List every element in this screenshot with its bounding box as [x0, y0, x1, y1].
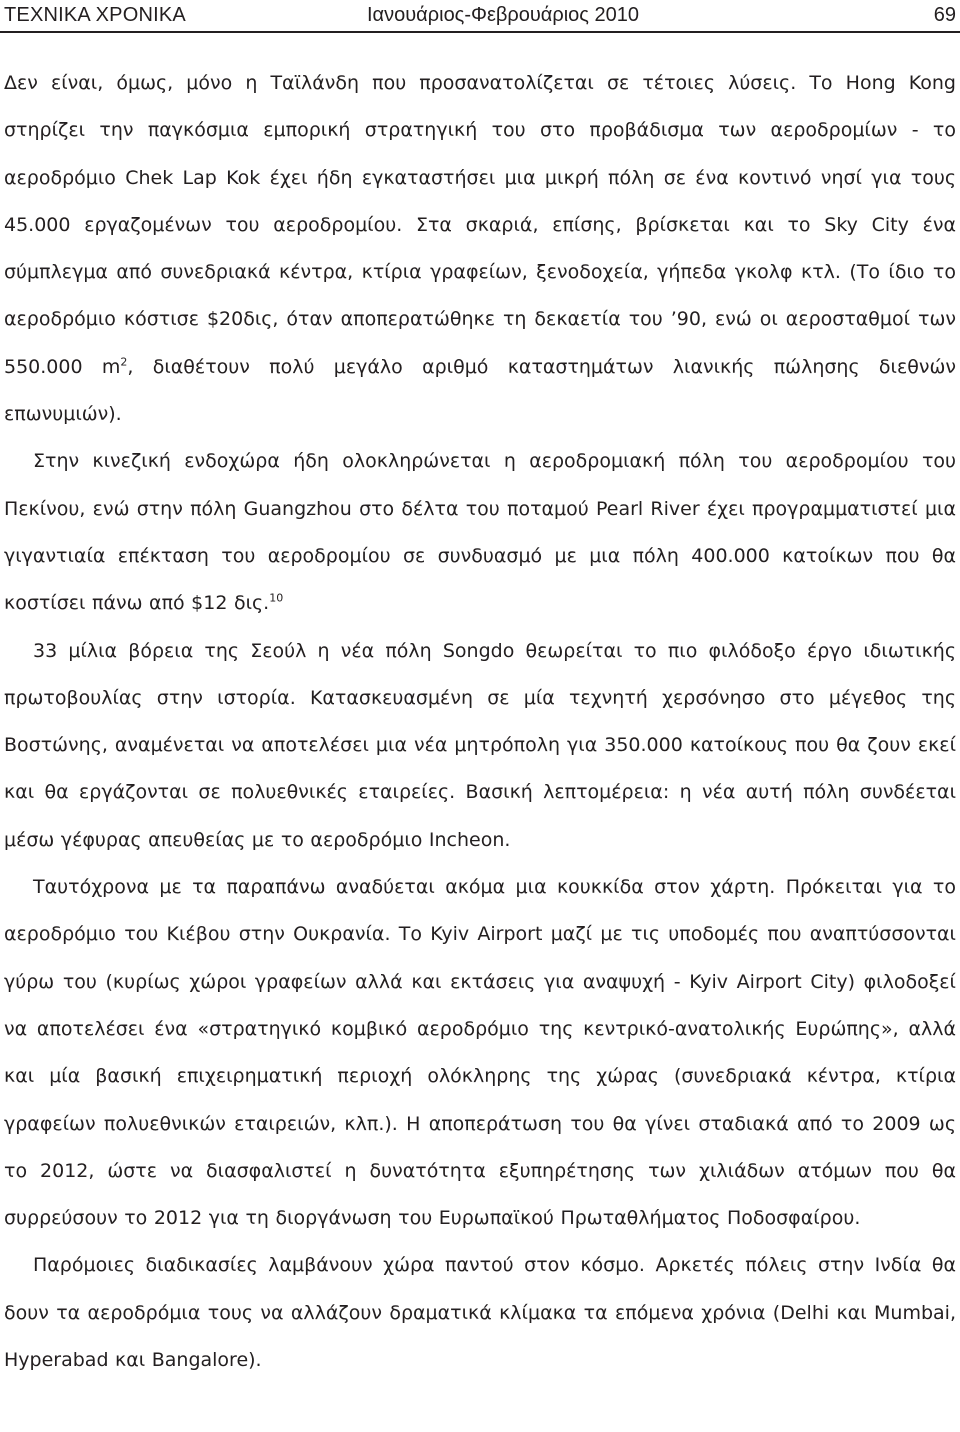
paragraph-kyiv [4, 864, 956, 1242]
paragraph-hong-kong [4, 60, 956, 438]
issue-date: Ιανουάριος-Φεβρουάριος 2010 [367, 3, 639, 26]
superscript-squared: 2 [120, 355, 128, 369]
paragraph-text: 33 μίλια βόρεια της Σεούλ η νέα πόλη Songdo θεωρείται το πιο φιλόδοξο έργο ιδιωτικής πρωτοβουλίας στην ιστορία. Κατασκευασμένη σε μία τεχνητή χερσόνησο στο μέγεθος της Βοστώνης, αναμένεται να αποτελέσει μια νέα μητρόπολη για 350.000 κατοίκους που θα ζουν εκεί και θα εργάζονται σε πολυεθνικές εταιρείες. Βασική λεπτομέρεια: η νέα αυτή πόλη συνδέεται μέσω γέφυρας απευθείας με το αεροδρόμιο Incheon. [4, 639, 956, 851]
running-header [4, 0, 956, 30]
header-rule [0, 31, 960, 33]
paragraph-text: Παρόμοιες διαδικασίες λαμβάνουν χώρα παντού στον κόσμο. Αρκετές πόλεις στην Ινδία θα δουν τα αεροδρόμια τους να αλλάζουν δραματικά κλίμακα τα επόμενα χρόνια (Delhi και Mumbai, Hyperabad και Bangalore). [4, 1254, 956, 1372]
paragraph-text: Δεν είναι, όμως, μόνο η Ταϊλάνδη που προσανατολίζεται σε τέτοιες λύσεις. Το Hong Kong στηρίζει την παγκόσμια εμπορική στρατηγική του στο προβάδισμα των αεροδρομίων - το αεροδρόμιο Chek Lap Kok έχει ήδη εγκαταστήσει μια μικρή πόλη σε ένα κοντινό νησί για τους 45.000 εργαζομένων του αεροδρομίου. Στα σκαριά, επίσης, βρίσκεται και το Sky City ένα σύμπλεγμα από συνεδριακά κέντρα, κτίρια γραφείων, ξενοδοχεία, γήπεδα γκολφ κτλ. (Το ίδιο το αεροδρόμιο κόστισε $20δις, όταν αποπερατώθηκε τη δεκαετία του ’90, ενώ οι αεροσταθμοί των 550.000 m [4, 72, 956, 378]
footnote-reference: 10 [269, 591, 284, 605]
article-body [4, 60, 956, 1384]
paragraph-india [4, 1242, 956, 1384]
journal-title: ΤΕΧΝΙΚΑ ΧΡΟΝΙΚΑ [4, 3, 186, 26]
page-number: 69 [933, 3, 956, 26]
paragraph-text: Ταυτόχρονα με τα παραπάνω αναδύεται ακόμα μια κουκκίδα στον χάρτη. Πρόκειται για το αεροδρόμιο του Κιέβου στην Ουκρανία. Το Kyiv Airport μαζί με τις υποδομές που αναπτύσσονται γύρω του (κυρίως χώροι γραφείων αλλά και εκτάσεις για αναψυχή - Kyiv Airport City) φιλοδοξεί να αποτελέσει ένα «στρατηγικό κομβικό αεροδρόμιο της κεντρικό-ανατολικής Ευρώπης», αλλά και μία βασική επιχειρηματική περιοχή ολόκληρης της χώρας (συνεδριακά κέντρα, κτίρια γραφείων πολυεθνικών εταιρειών, κλπ.). Η αποπεράτωση του θα γίνει σταδιακά από το 2009 ως το 2012, ώστε να διασφαλιστεί η δυνατότητα εξυπηρέτησης των χιλιάδων ατόμων που θα συρρεύσουν το 2012 για τη διοργάνωση του Ευρωπαϊκού Πρωταθλήματος Ποδοσφαίρου. [4, 876, 956, 1230]
paragraph-china [4, 438, 956, 627]
paragraph-songdo [4, 628, 956, 864]
paragraph-text-tail: , διαθέτουν πολύ μεγάλο αριθμό καταστημάτων λιανικής πώλησης διεθνών επωνυμιών). [4, 355, 956, 426]
paragraph-text: Στην κινεζική ενδοχώρα ήδη ολοκληρώνεται η αεροδρομιακή πόλη του αεροδρομίου του Πεκίνου, ενώ στην πόλη Guangzhou στο δέλτα του ποταμού Pearl River έχει προγραμματιστεί μια γιγαντιαία επέκταση του αεροδρομίου σε συνδυασμό με μια πόλη 400.000 κατοίκων που θα κοστίσει πάνω από $12 δις. [4, 450, 956, 615]
